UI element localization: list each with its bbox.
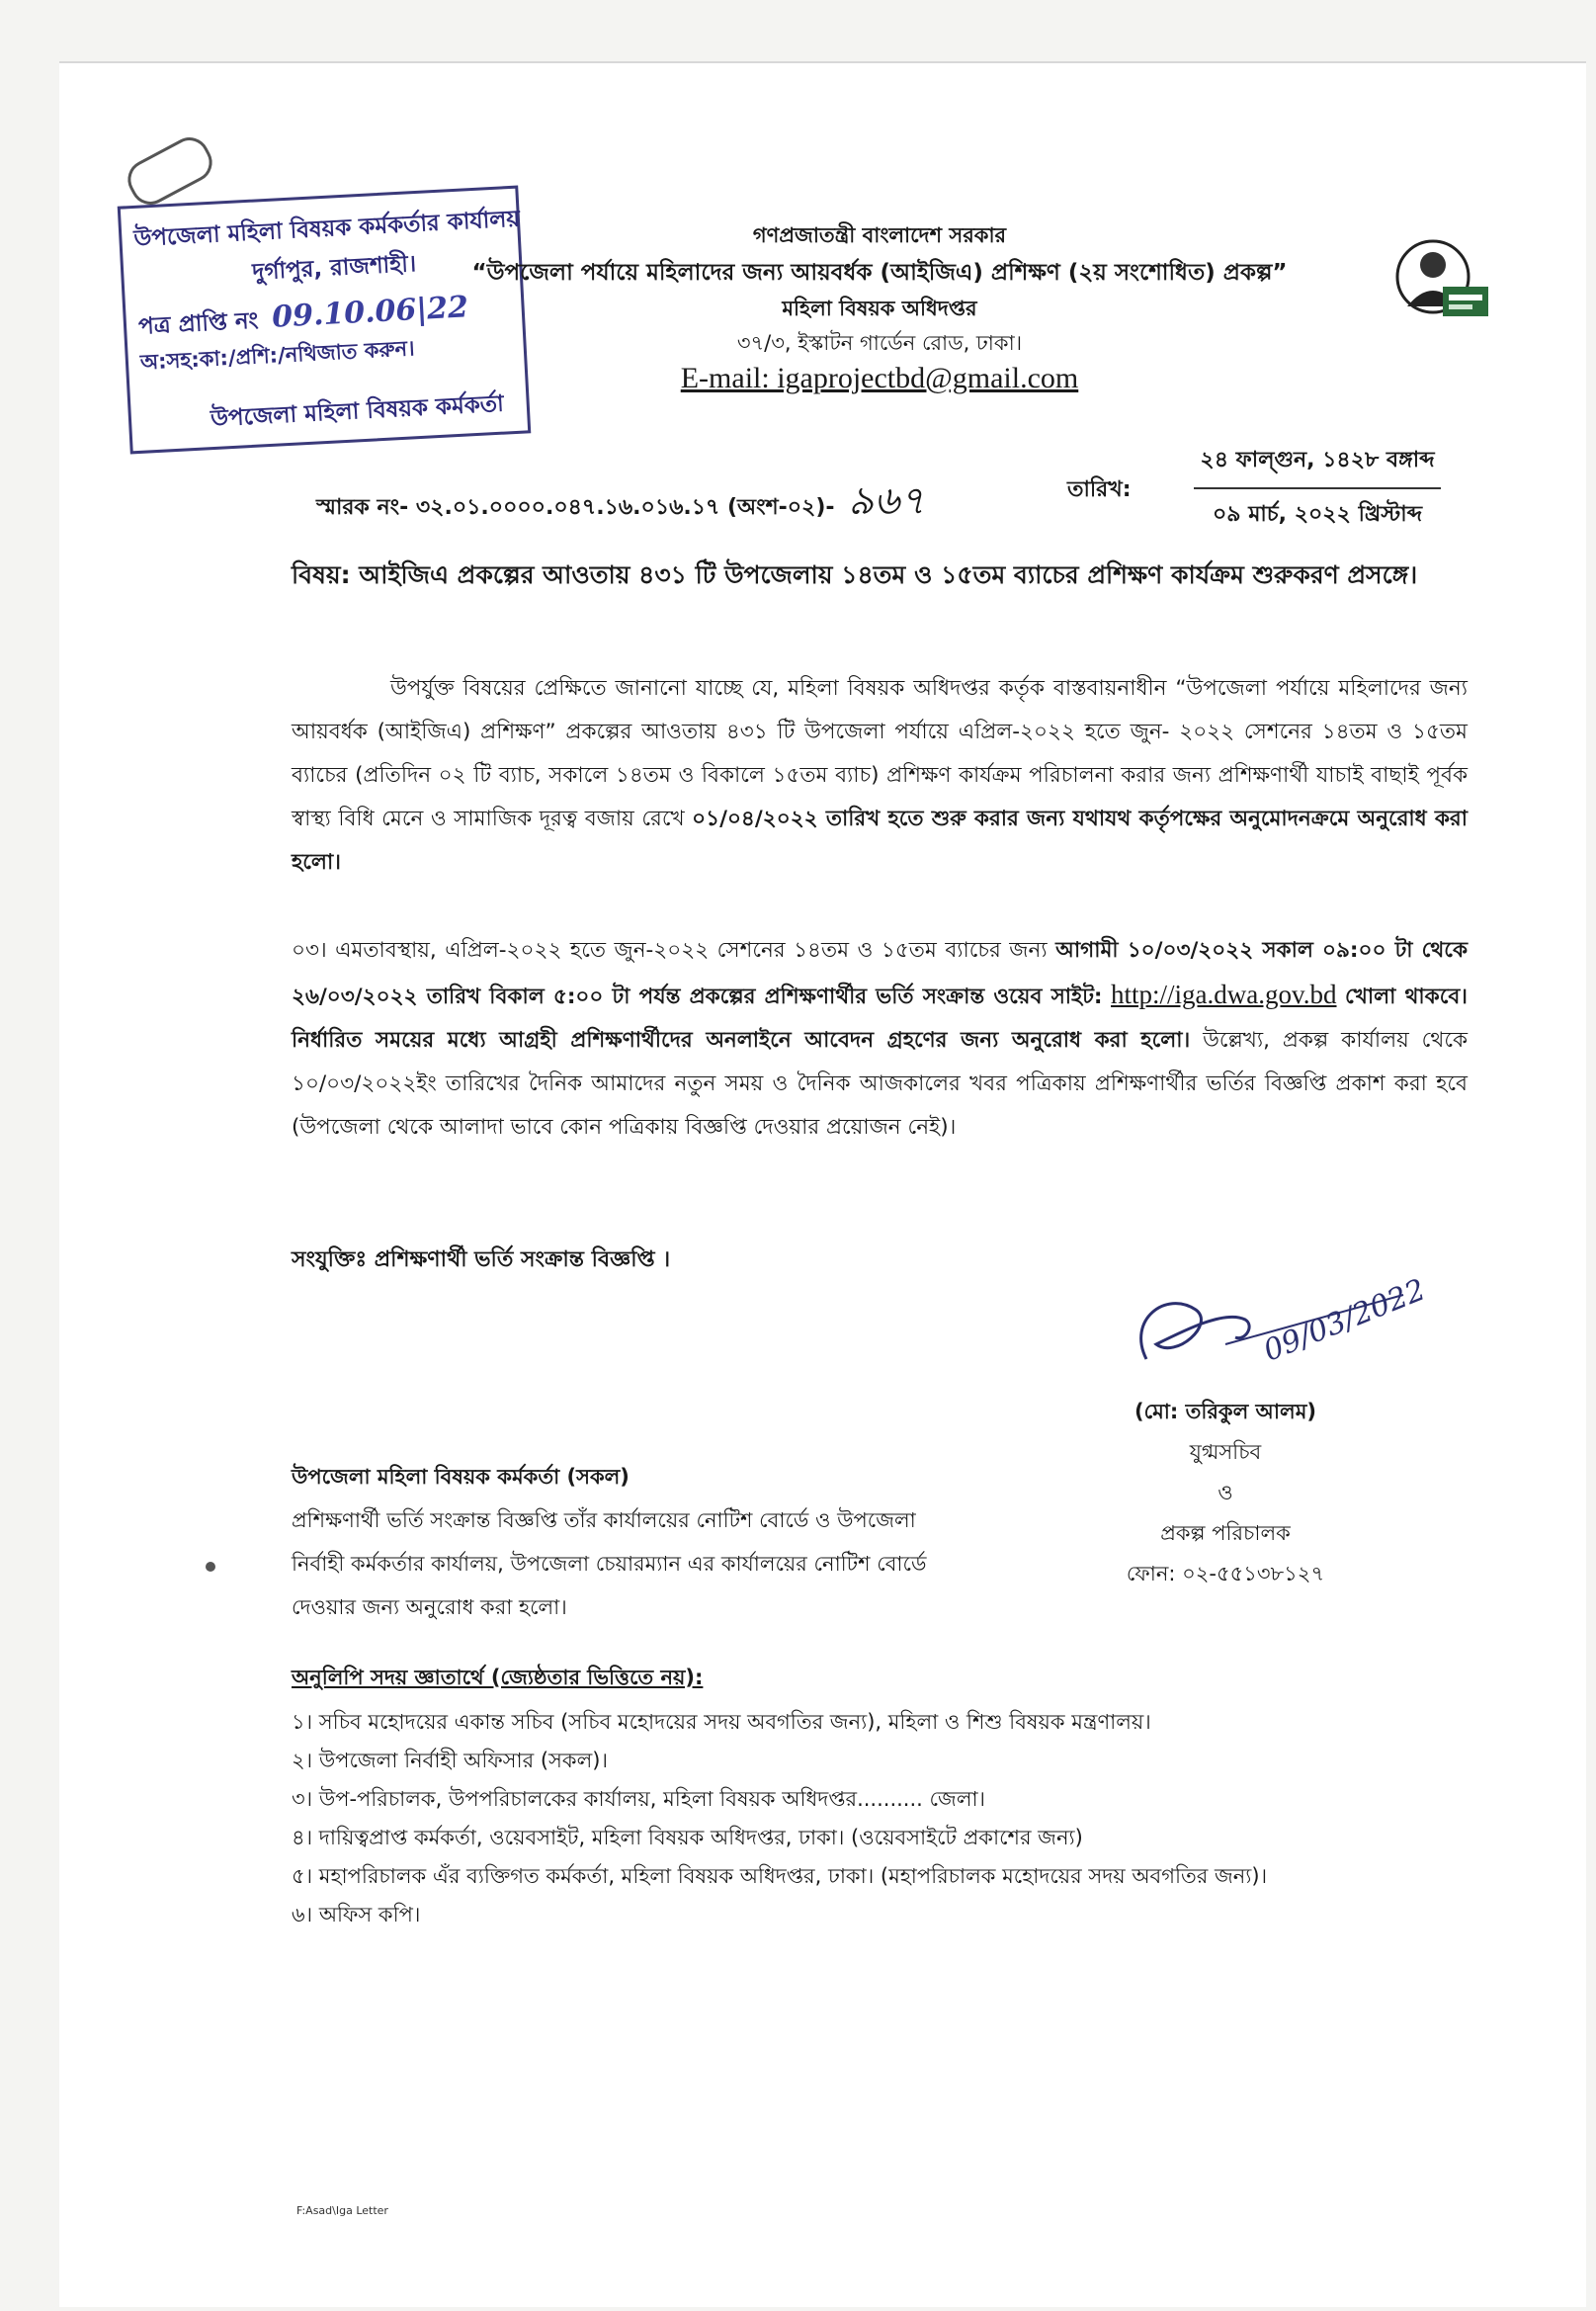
stamp-receipt-label: পত্র প্রাপ্তি নং (137, 307, 260, 340)
signatory-block (1067, 1392, 1384, 1594)
signatory-and: ও (1218, 1481, 1233, 1504)
office-address: ৩৭/৩, ইস্কাটন গার্ডেন রোড, ঢাকা। (736, 331, 1023, 355)
signatory-title-1: যুগ্মসচিব (1189, 1440, 1262, 1464)
signatory-title-2: প্রকল্প পরিচালক (1160, 1521, 1291, 1545)
date-bangla: ২৪ ফাল্গুন, ১৪২৮ বঙ্গাব্দ (1194, 443, 1441, 489)
signatory-name: (মো: তরিকুল আলম) (1134, 1400, 1316, 1423)
attachment-note: সংযুক্তিঃ প্রশিক্ষণার্থী ভর্তি সংক্রান্ত বিজ্ঞপ্তি । (292, 1247, 671, 1272)
reference-label: স্মারক নং- ৩২.০১.০০০০.০৪৭.১৬.০১৬.১৭ (অংশ-০২)- (316, 495, 835, 520)
signatory-phone: ফোন: ০২-৫৫১৩৮১২৭ (1126, 1562, 1325, 1585)
office-email: E-mail: igaprojectbd@gmail.com (680, 362, 1079, 394)
list-item: ২। উপজেলা নির্বাহী অফিসার (সকল)। (292, 1749, 608, 1772)
stamp-instruction: অ:সহ:কা:/প্রশি:/নথিজাত করুন। (139, 336, 416, 375)
file-path-footer: F:Asad\Iga Letter (296, 2204, 388, 2217)
admission-website-link[interactable]: http://iga.dwa.gov.bd (1111, 980, 1337, 1009)
paragraph-1: উপর্যুক্ত বিষয়ের প্রেক্ষিতে জানানো যাচ্ছে যে, মহিলা বিষয়ক অধিদপ্তর কর্তৃক বাস্তবায়নাধীন “উপজেলা পর্যায়ে মহিলাদের জন্য আয়বর্ধক (আইজিএ) প্রশিক্ষণ” প্রকল্পের আওতায় ৪৩১ টি উপজেলা পর্যায়ে এপ্রিল-২০২২ হতে জুন- ২০২২ সেশনের ১৪তম ও ১৫তম ব্যাচের (প্রতিদিন ০২ টি ব্যাচ, সকালে ১৪তম ও বিকালে ১৫তম ব্যাচ) প্রশিক্ষণ কার্যক্রম পরিচালনা করার জন্য প্রশিক্ষণার্থী যাচাই বাছাই পূর্বক স্বাস্থ্য বিধি মেনে ও সামাজিক দূরত্ব বজায় রেখে ০১/০৪/২০২২ তারিখ হতে শুরু করার জন্য যথাযথ কর্তৃপক্ষের অনুমোদনক্রমে অনুরোধ করা হলো। (292, 676, 1468, 875)
signature-image (1107, 1250, 1463, 1379)
copies-title: অনুলিপি সদয় জ্ঞাতার্থে (জ্যেষ্ঠতার ভিত্তিতে নয়): (292, 1666, 704, 1689)
stamp-office: উপজেলা মহিলা বিষয়ক কর্মকর্তার কার্যালয় (132, 206, 521, 252)
recipients-body: প্রশিক্ষণার্থী ভর্তি সংক্রান্ত বিজ্ঞপ্তি তাঁর কার্যালয়ের নোটিশ বোর্ডে ও উপজেলা নির্বাহী কর্মকর্তার কার্যালয়, উপজেলা চেয়ারম্যান এর কার্যালয়ের নোটিশ বোর্ডে দেওয়ার জন্য অনুরোধ করা হলো। (292, 1508, 927, 1619)
project-name: “উপজেলা পর্যায়ে মহিলাদের জন্য আয়বর্ধক (আইজিএ) প্রশিক্ষণ (২য় সংশোধিত) প্রকল্প” (471, 260, 1288, 286)
list-item: ৬। অফিস কপি। (292, 1903, 421, 1926)
stamp-receipt-number: 09.10.06|22 (271, 290, 469, 335)
punch-mark (206, 1562, 215, 1572)
list-item: ৪। দায়িত্বপ্রাপ্ত কর্মকর্তা, ওয়েবসাইট, মহিলা বিষয়ক অধিদপ্তর, ঢাকা। (ওয়েবসাইটে প্রকাশের জন্য) (292, 1826, 1083, 1849)
copies-list (292, 1659, 1477, 1934)
list-item: ১। সচিব মহোদয়ের একান্ত সচিব (সচিব মহোদয়ের সদয় অবগতির জন্য), মহিলা ও শিশু বিষয়ক মন্ত্রণালয়। (292, 1710, 1151, 1734)
list-item: ৩। উপ-পরিচালক, উপপরিচালকের কার্যালয়, মহিলা বিষয়ক অধিদপ্তর.......... জেলা। (292, 1787, 986, 1811)
letter-subject: বিষয়: আইজিএ প্রকল্পের আওতায় ৪৩১ টি উপজেলায় ১৪তম ও ১৫তম ব্যাচের প্রশিক্ষণ কার্যক্রম শুরুকরণ প্রসঙ্গে। (292, 560, 1418, 589)
recipients-title: উপজেলা মহিলা বিষয়ক কর্মকর্তা (সকল) (292, 1465, 630, 1489)
list-item: ৫। মহাপরিচালক এঁর ব্যক্তিগত কর্মকর্তা, মহিলা বিষয়ক অধিদপ্তর, ঢাকা। (মহাপরিচালক মহোদয়ের সদয় অবগতির জন্য)। (292, 1864, 1268, 1888)
reference-handwritten-number: ৯৬৭ (848, 478, 926, 524)
reference-number (316, 470, 925, 536)
paragraph-2: ০৩। এমতাবস্থায়, এপ্রিল-২০২২ হতে জুন-২০২২ সেশনের ১৪তম ও ১৫তম ব্যাচের জন্য আগামী ১০/০৩/২০২২ সকাল ০৯:০০ টা থেকে ২৬/০৩/২০২২ তারিখ বিকাল ৫:০০ টা পর্যন্ত প্রকল্পের প্রশিক্ষণার্থীর ভর্তি সংক্রান্ত ওয়েব সাইট: http://iga.dwa.gov.bd খোলা থাকবে। নির্ধারিত সময়ের মধ্যে আগ্রহী প্রশিক্ষণার্থীদের অনলাইনে আবেদন গ্রহণের জন্য অনুরোধ করা হলো। উল্লেখ্য, প্রকল্প কার্যালয় থেকে ১০/০৩/২০২২ইং তারিখের দৈনিক আমাদের নতুন সময় ও দৈনিক আজকালের খবর পত্রিকায় প্রশিক্ষণার্থীর ভর্তির বিজ্ঞপ্তি প্রকাশ করা হবে (উপজেলা থেকে আলাদা ভাবে কোন পত্রিকায় বিজ্ঞপ্তি দেওয়ার প্রয়োজন নেই)। (292, 938, 1468, 1140)
letterhead (435, 219, 1324, 395)
date-label: তারিখ: (1067, 477, 1132, 502)
svg-text:09/03/2022: 09/03/2022 (1258, 1272, 1431, 1369)
letter-date (1194, 443, 1441, 534)
date-gregorian: ০৯ মার্চ, ২০২২ খ্রিস্টাব্দ (1212, 502, 1423, 527)
government-name: গণপ্রজাতন্ত্রী বাংলাদেশ সরকার (752, 223, 1007, 247)
project-logo-icon (1393, 237, 1490, 326)
stamp-officer: উপজেলা মহিলা বিষয়ক কর্মকর্তা (210, 390, 505, 433)
department-name: মহিলা বিষয়ক অধিদপ্তর (782, 297, 977, 320)
recipients-block (292, 1455, 944, 1629)
stamp-location: দুর্গাপুর, রাজশাহী। (251, 251, 417, 286)
